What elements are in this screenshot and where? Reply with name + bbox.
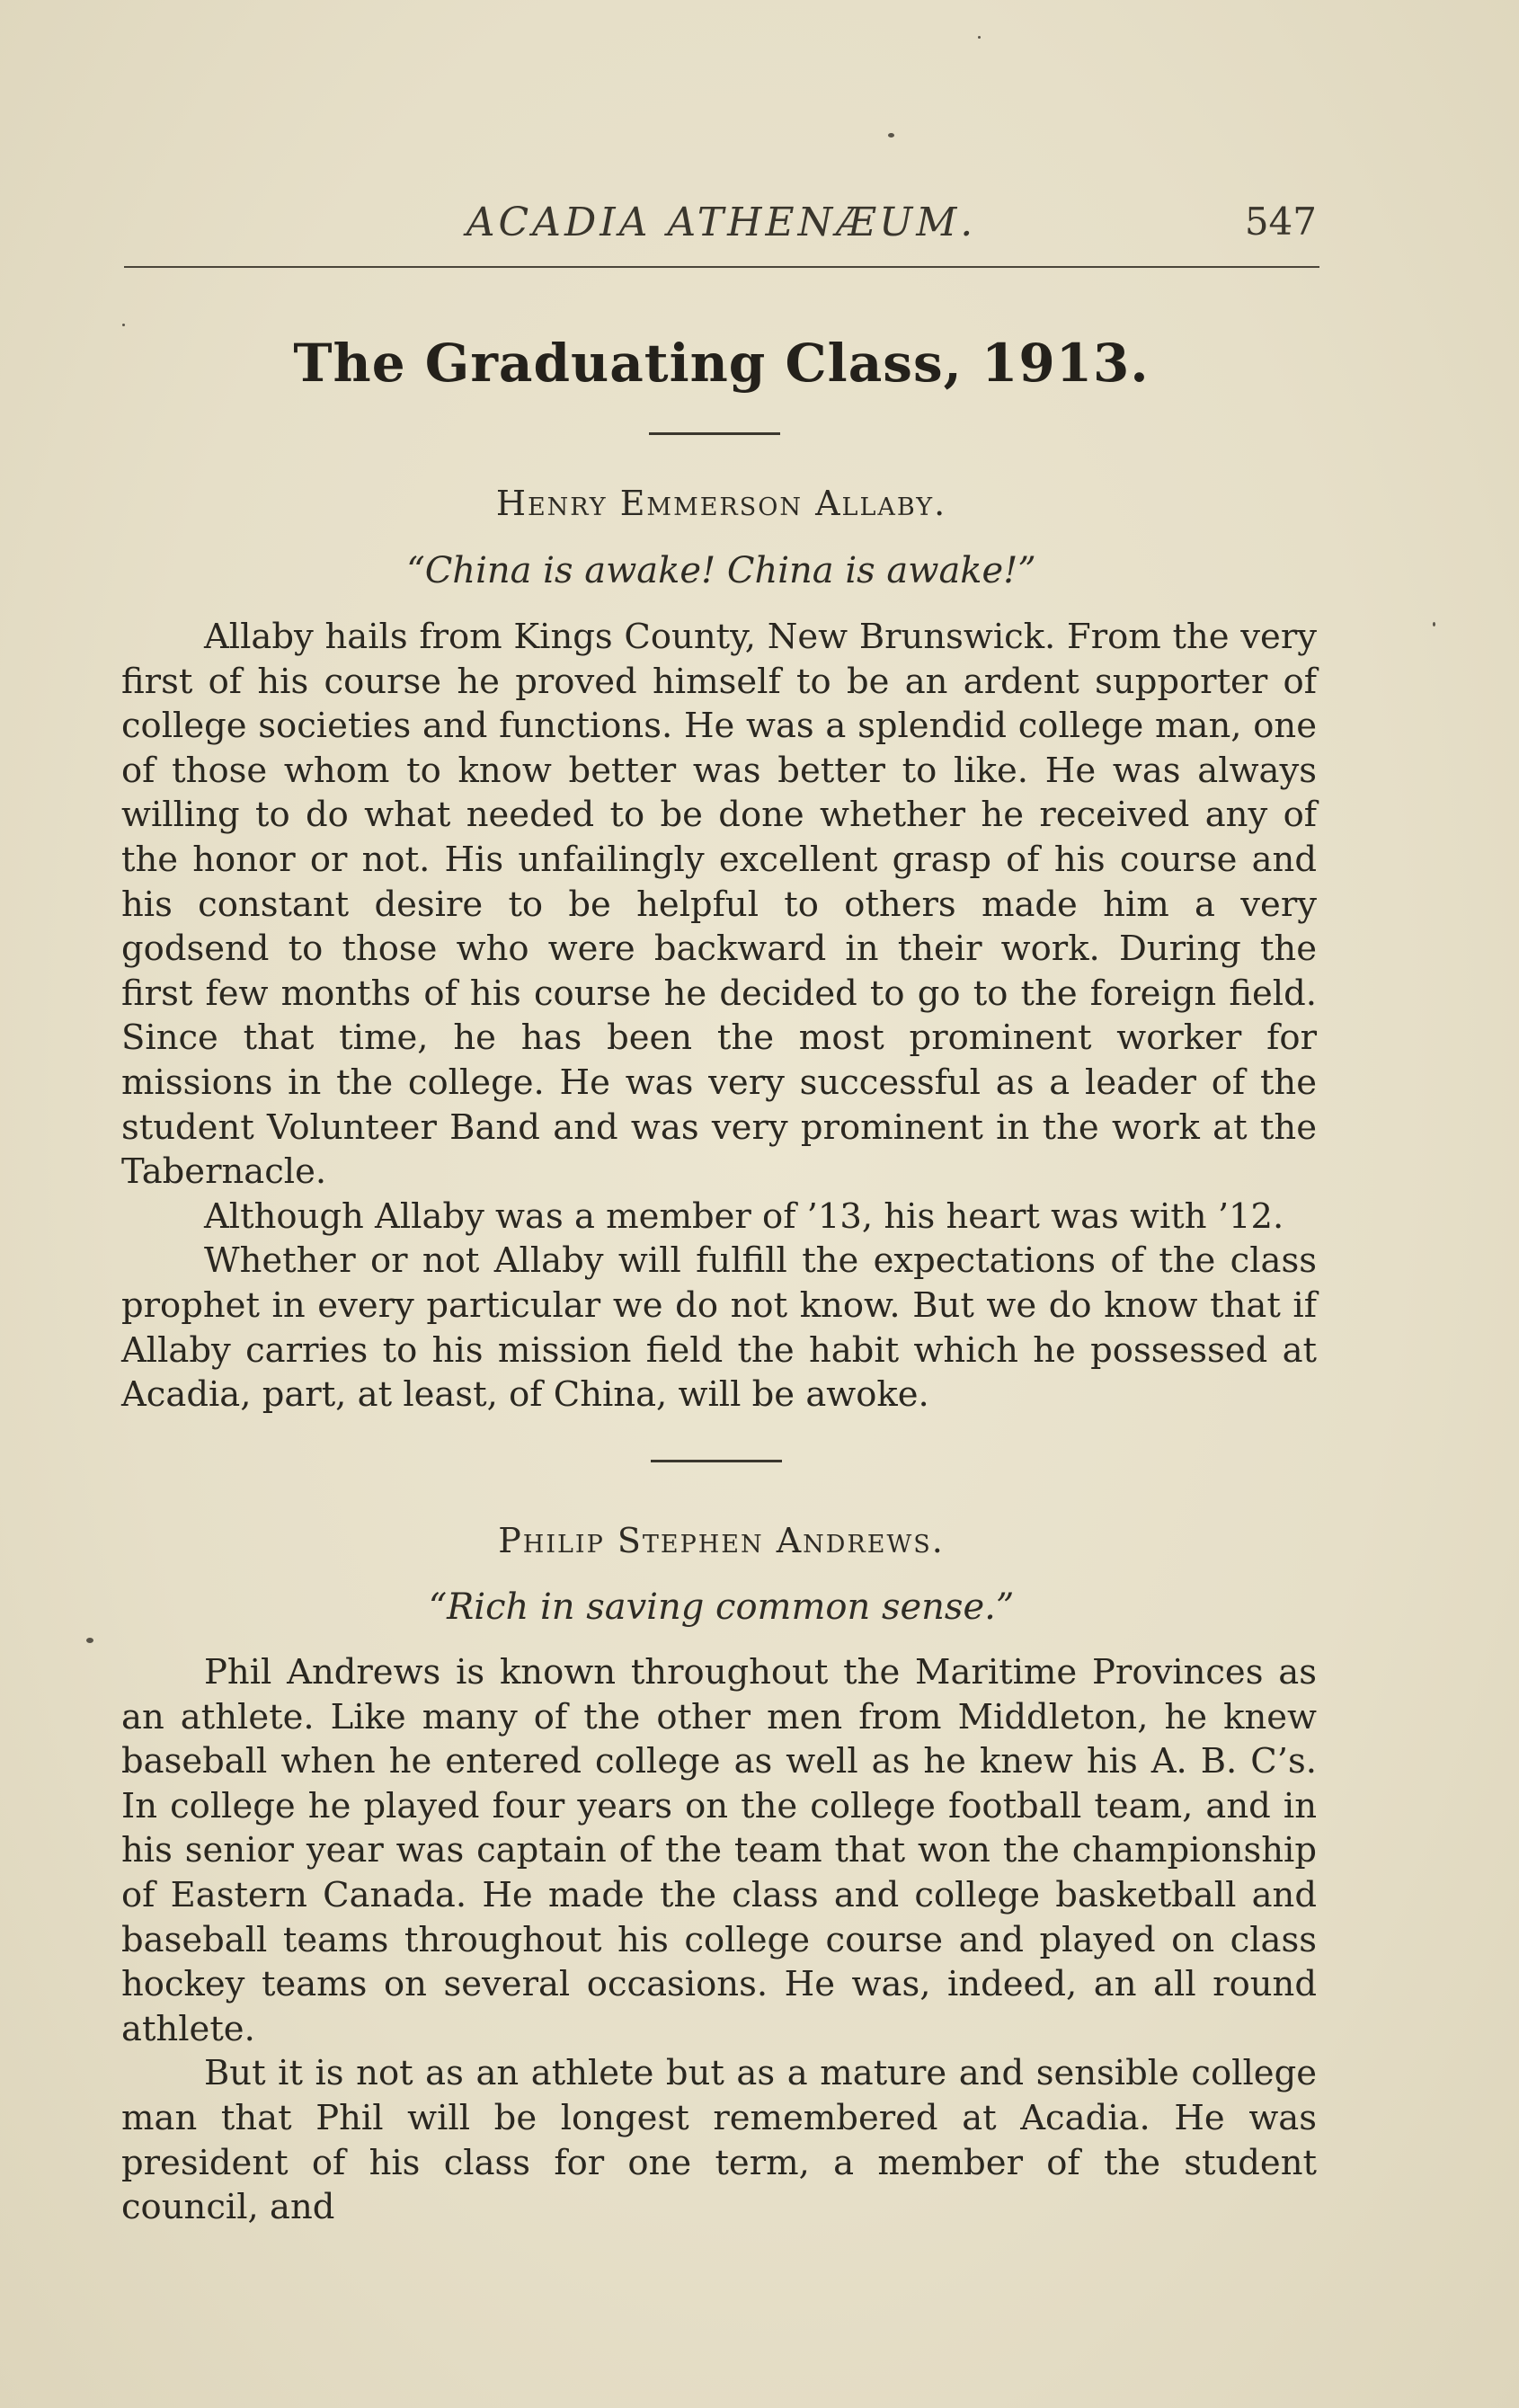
paragraph: Although Allaby was a member of ’13, his heart was with ’12. xyxy=(204,1195,1284,1237)
header-rule xyxy=(124,266,1319,268)
paragraph: But it is not as an athlete but as a mature and sensible college man that Phil will be longest remembered at Acadia. He was president of his class for one term, a member of the student council, and xyxy=(121,2053,1317,2228)
paragraph: Whether or not Allaby will fulfill the expectations of the class prophet in every particular we do not know. But we do know that if Allaby carries to his mission field the habit which he possessed at Acadia, part, at least, of China, will be awoke. xyxy=(121,1240,1317,1416)
paragraph: Allaby hails from Kings County, New Brunswick. From the very first of his course he proved himself to be an ardent supporter of college societies and functions. He was a splendid college man, one of those whom to know better was better to like. He was always willing to do what needed to be done whether he received any of the honor or not. His unfailingly excellent grasp of his course and his constant desire to be helpful to others made him a very godsend to those who were backward in their work. During the first few months of his course he decided to go to the foreign field. Since that time, he has been the most prominent worker for missions in the college. He was very successful as a leader of the student Volunteer Band and was very prominent in the work at the Tabernacle. xyxy=(121,617,1317,1193)
page-number: 547 xyxy=(1244,200,1317,244)
paper-speck xyxy=(978,36,981,39)
title-divider xyxy=(649,432,780,435)
entry-name-allaby: Henry Emmerson Allaby. xyxy=(495,484,947,523)
paragraph: Phil Andrews is known throughout the Maritime Provinces as an athlete. Like many of the other men from Middleton, he knew baseball when he entered college as well as he knew his A. B. C’s. In college he played four years on the college football team, and in his senior year was captain of the team that won the championship of Eastern Canada. He made the class and college basketball and baseball teams throughout his college course and played on class hockey teams on several occasions. He was, indeed, an all round athlete. xyxy=(121,1652,1317,2049)
entry-body-andrews xyxy=(121,1650,1317,2230)
entry-divider xyxy=(651,1460,782,1462)
running-title: ACADIA ATHENÆUM. xyxy=(466,200,977,245)
section-title: The Graduating Class, 1913. xyxy=(293,333,1150,394)
paper-speck xyxy=(1433,622,1435,626)
paper-speck xyxy=(86,1638,93,1643)
paper-speck xyxy=(888,133,894,138)
entry-motto-andrews: “Rich in saving common sense.” xyxy=(428,1586,1015,1628)
entry-name-andrews: Philip Stephen Andrews. xyxy=(498,1521,945,1560)
entry-motto-allaby: “China is awake! China is awake!” xyxy=(406,550,1036,591)
entry-body-allaby xyxy=(121,615,1317,1417)
paper-speck xyxy=(122,324,125,326)
running-head xyxy=(126,200,1317,262)
